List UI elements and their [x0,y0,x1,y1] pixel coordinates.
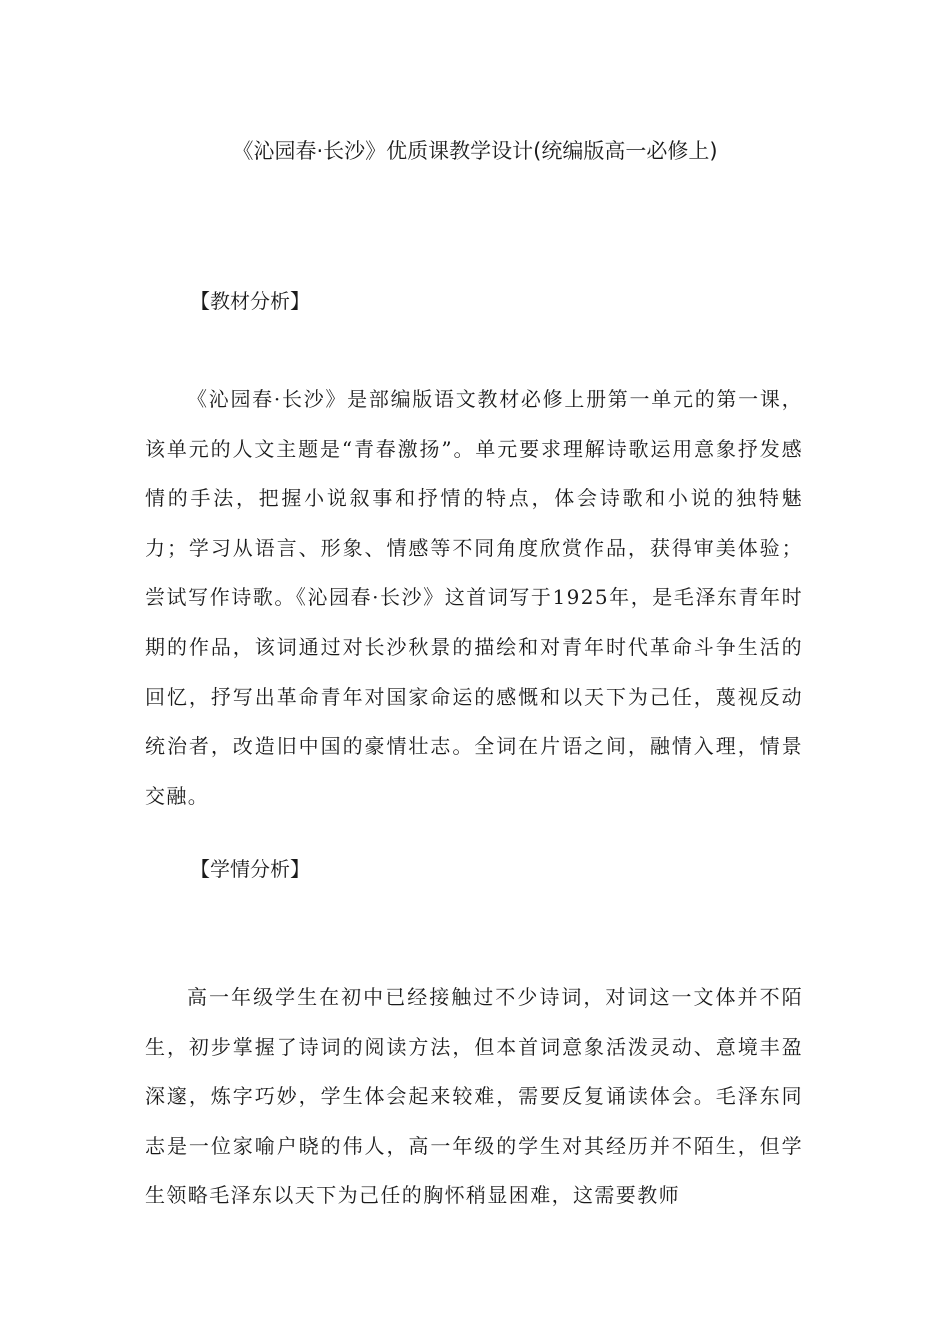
paragraph-textbook-analysis: 《沁园春·长沙》是部编版语文教材必修上册第一单元的第一课，该单元的人文主题是“青春激扬”。单元要求理解诗歌运用意象抒发感情的手法，把握小说叙事和抒情的特点，体会诗歌和小说的独特魅力；学习从语言、形象、情感等不同角度欣赏作品，获得审美体验；尝试写作诗歌。《沁园春·长沙》这首词写于1925年，是毛泽东青年时期的作品，该词通过对长沙秋景的描绘和对青年时代革命斗争生活的回忆，抒写出革命青年对国家命运的感慨和以天下为己任，蔑视反动统治者，改造旧中国的豪情壮志。全词在片语之间，融情入理，情景交融。 [145,387,803,808]
document-title: 《沁园春·长沙》优质课教学设计(统编版高一必修上) [232,139,718,163]
section-heading-student-analysis: 【学情分析】 [190,857,310,881]
paragraph-student-analysis: 高一年级学生在初中已经接触过不少诗词，对词这一文体并不陌生，初步掌握了诗词的阅读方法，但本首词意象活泼灵动、意境丰盈深邃，炼字巧妙，学生体会起来较难，需要反复诵读体会。毛泽东同志是一位家喻户晓的伟人，高一年级的学生对其经历并不陌生，但学生领略毛泽东以天下为己任的胸怀稍显困难，这需要教师 [145,985,803,1208]
section-heading-textbook-analysis: 【教材分析】 [190,289,310,313]
